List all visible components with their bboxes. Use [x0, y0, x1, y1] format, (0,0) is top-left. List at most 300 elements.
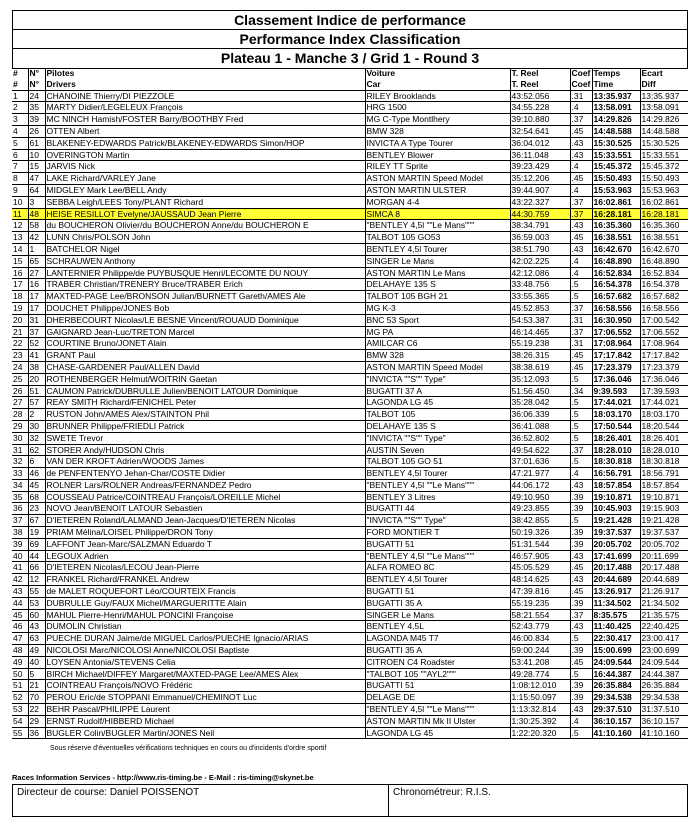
cell-ecart: 21:26.917	[640, 586, 688, 598]
cell-no: 68	[28, 491, 45, 503]
cell-pos: 52	[12, 692, 28, 704]
cell-treel: 58:21.554	[510, 609, 570, 621]
cell-no: 30	[28, 420, 45, 432]
signature-box	[12, 784, 688, 817]
cell-pilot: COUSSEAU Patrice/COINTREAU François/LOREILLE Michel	[45, 491, 365, 503]
cell-no: 51	[28, 385, 45, 397]
cell-temps: 17:17.842	[592, 350, 640, 362]
cell-pos: 39	[12, 538, 28, 550]
table-row	[12, 220, 688, 232]
cell-car: BENTLEY 4,5l Tourer	[365, 574, 510, 586]
cell-ecart: 15:53.963	[640, 184, 688, 196]
cell-treel: 46:00.834	[510, 633, 570, 645]
cell-temps: 19:10.871	[592, 491, 640, 503]
table-row	[12, 255, 688, 267]
cell-car: BENTLEY 4,5L	[365, 621, 510, 633]
col-pilot: Pilotes	[45, 68, 365, 79]
cell-coef: .37	[570, 609, 592, 621]
cell-car: TALBOT 105	[365, 409, 510, 421]
cell-coef: .5	[570, 515, 592, 527]
cell-car: LAGONDA LG 45	[365, 397, 510, 409]
cell-temps: 17:50.544	[592, 420, 640, 432]
cell-temps: 14:29.826	[592, 114, 640, 126]
cell-treel: 33:48.756	[510, 279, 570, 291]
cell-coef: .39	[570, 491, 592, 503]
cell-car: TALBOT 105 GO53	[365, 232, 510, 244]
cell-car: LAGONDA M45 T7	[365, 633, 510, 645]
cell-pilot: PUECHE DURAN Jaime/de MIGUEL Carlos/PUECHE Ignacio/ARIAS	[45, 633, 365, 645]
cell-temps: 13:58.091	[592, 102, 640, 114]
table-row	[12, 361, 688, 373]
cell-ecart: 26:35.884	[640, 680, 688, 692]
cell-no: 39	[28, 114, 45, 126]
cell-pos: 7	[12, 161, 28, 173]
col-pos: #	[12, 68, 28, 79]
cell-temps: 20:44.689	[592, 574, 640, 586]
timekeeper: Chronométreur: R.I.S.	[393, 787, 491, 798]
cell-no: 38	[28, 361, 45, 373]
cell-temps: 15:53.963	[592, 184, 640, 196]
cell-ecart: 17:23.379	[640, 361, 688, 373]
header-row-fr	[12, 68, 688, 79]
cell-temps: 41:10.160	[592, 727, 640, 739]
cell-ecart: 16:57.682	[640, 291, 688, 303]
cell-car: LAGONDA LG 45	[365, 727, 510, 739]
cell-temps: 18:03.170	[592, 409, 640, 421]
cell-no: 5	[28, 668, 45, 680]
col-pilot-en: Drivers	[45, 79, 365, 90]
cell-pilot: COINTREAU François/NOVO Frédéric	[45, 680, 365, 692]
table-row	[12, 656, 688, 668]
cell-car: BMW 328	[365, 125, 510, 137]
table-row	[12, 727, 688, 739]
table-row	[12, 338, 688, 350]
cell-treel: 1:13:32.814	[510, 704, 570, 716]
cell-pilot: GRANT Paul	[45, 350, 365, 362]
cell-no: 10	[28, 149, 45, 161]
cell-ecart: 41:10.160	[640, 727, 688, 739]
table-row	[12, 609, 688, 621]
cell-pos: 30	[12, 432, 28, 444]
cell-pilot: de PENFENTENYO Jehan-Char/COSTE Didier	[45, 468, 365, 480]
cell-no: 21	[28, 680, 45, 692]
cell-temps: 16:30.950	[592, 314, 640, 326]
cell-pilot: OVERINGTON Martin	[45, 149, 365, 161]
cell-ecart: 20:44.689	[640, 574, 688, 586]
cell-ecart: 21:34.502	[640, 597, 688, 609]
table-row	[12, 397, 688, 409]
cell-pos: 49	[12, 656, 28, 668]
cell-pos: 19	[12, 302, 28, 314]
cell-coef: .4	[570, 267, 592, 279]
cell-pilot: FRANKEL Richard/FRANKEL Andrew	[45, 574, 365, 586]
cell-pos: 27	[12, 397, 28, 409]
cell-pos: 13	[12, 232, 28, 244]
col-coef: Coef	[571, 68, 591, 78]
cell-coef: .37	[570, 114, 592, 126]
cell-ecart: 19:21.428	[640, 515, 688, 527]
cell-ecart: 15:30.525	[640, 137, 688, 149]
table-row	[12, 680, 688, 692]
cell-treel: 53:41.208	[510, 656, 570, 668]
cell-pos: 4	[12, 125, 28, 137]
cell-pilot: LOYSEN Antonia/STEVENS Celia	[45, 656, 365, 668]
cell-temps: 16:58.556	[592, 302, 640, 314]
cell-temps: 11:40.425	[592, 621, 640, 633]
cell-car: BENTLEY 3 Litres	[365, 491, 510, 503]
cell-treel: 47:39.816	[510, 586, 570, 598]
cell-treel: 38:38.619	[510, 361, 570, 373]
col-ecart: Ecart	[641, 68, 663, 78]
cell-no: 1	[28, 243, 45, 255]
cell-pos: 28	[12, 409, 28, 421]
cell-pos: 3	[12, 114, 28, 126]
table-row	[12, 373, 688, 385]
cell-car: BUGATTI 37 A	[365, 385, 510, 397]
cell-car: "BENTLEY 4,5l ""Le Mans"""	[365, 479, 510, 491]
cell-coef: .43	[570, 137, 592, 149]
cell-temps: 14:48.588	[592, 125, 640, 137]
cell-car: HRG 1500	[365, 102, 510, 114]
table-row	[12, 633, 688, 645]
table-row	[12, 538, 688, 550]
cell-pos: 17	[12, 279, 28, 291]
cell-ecart: 29:34.538	[640, 692, 688, 704]
cell-coef: .39	[570, 692, 592, 704]
cell-ecart: 18:26.401	[640, 432, 688, 444]
cell-treel: 1:22:20.320	[510, 727, 570, 739]
cell-car: SINGER Le Mans	[365, 609, 510, 621]
cell-car: BENTLEY Blower	[365, 149, 510, 161]
title-round: Plateau 1 - Manche 3 / Grid 1 - Round 3	[220, 50, 480, 66]
cell-treel: 36:52.802	[510, 432, 570, 444]
cell-car: SIMCA 8	[365, 208, 510, 220]
cell-car: "INVICTA ""S"" Type"	[365, 515, 510, 527]
cell-coef: .5	[570, 727, 592, 739]
cell-ecart: 36:10.157	[640, 715, 688, 727]
table-row	[12, 291, 688, 303]
cell-no: 60	[28, 609, 45, 621]
cell-temps: 15:30.525	[592, 137, 640, 149]
cell-coef: .43	[570, 243, 592, 255]
cell-coef: .39	[570, 527, 592, 539]
cell-ecart: 16:42.670	[640, 243, 688, 255]
cell-coef: .4	[570, 184, 592, 196]
cell-pos: 24	[12, 361, 28, 373]
title-fr: Classement Indice de performance	[13, 11, 687, 30]
cell-ecart: 16:38.551	[640, 232, 688, 244]
cell-no: 15	[28, 161, 45, 173]
cell-temps: 17:44.021	[592, 397, 640, 409]
cell-no: 22	[28, 704, 45, 716]
cell-pilot: JARVIS Nick	[45, 161, 365, 173]
cell-car: BUGATTI 51	[365, 680, 510, 692]
col-treel: T. Reel	[510, 68, 570, 79]
cell-car: CITROEN C4 Roadster	[365, 656, 510, 668]
cell-no: 53	[28, 597, 45, 609]
cell-pos: 51	[12, 680, 28, 692]
cell-no: 55	[28, 586, 45, 598]
cell-car: DELAHAYE 135 S	[365, 420, 510, 432]
cell-car: ASTON MARTIN Mk II Ulster	[365, 715, 510, 727]
cell-treel: 42:12.086	[510, 267, 570, 279]
cell-car: MORGAN 4-4	[365, 196, 510, 208]
cell-coef: .5	[570, 409, 592, 421]
cell-no: 44	[28, 550, 45, 562]
cell-treel: 36:11.048	[510, 149, 570, 161]
cell-car: BUGATTI 35 A	[365, 597, 510, 609]
cell-coef: .45	[570, 125, 592, 137]
cell-no: 52	[28, 338, 45, 350]
cell-ecart: 18:03.170	[640, 409, 688, 421]
cell-pos: 5	[12, 137, 28, 149]
cell-pilot: GAIGNARD Jean-Luc/TRETON Marcel	[45, 326, 365, 338]
cell-pos: 50	[12, 668, 28, 680]
cell-ecart: 15:33.551	[640, 149, 688, 161]
cell-pos: 38	[12, 527, 28, 539]
cell-treel: 54:53.387	[510, 314, 570, 326]
cell-pos: 14	[12, 243, 28, 255]
cell-treel: 1:15:50.097	[510, 692, 570, 704]
cell-coef: .45	[570, 350, 592, 362]
cell-pilot: PRIAM Mélina/LOISEL Philippe/DRON Tony	[45, 527, 365, 539]
cell-temps: 36:10.157	[592, 715, 640, 727]
table-row	[12, 574, 688, 586]
cell-no: 63	[28, 633, 45, 645]
cell-ecart: 16:52.834	[640, 267, 688, 279]
cell-car: "BENTLEY 4,5l ""Le Mans"""	[365, 704, 510, 716]
cell-coef: .45	[570, 361, 592, 373]
title-block	[12, 10, 688, 69]
cell-ecart: 16:48.890	[640, 255, 688, 267]
cell-ecart: 18:20.544	[640, 420, 688, 432]
cell-coef: .45	[570, 562, 592, 574]
cell-temps: 13:26.917	[592, 586, 640, 598]
table-row	[12, 90, 688, 102]
table-row	[12, 196, 688, 208]
cell-no: 19	[28, 527, 45, 539]
table-row	[12, 479, 688, 491]
cell-temps: 17:08.964	[592, 338, 640, 350]
table-row	[12, 232, 688, 244]
cell-no: 41	[28, 350, 45, 362]
cell-coef: .45	[570, 173, 592, 185]
cell-treel: 1:30:25.392	[510, 715, 570, 727]
cell-no: 36	[28, 727, 45, 739]
table-row	[12, 137, 688, 149]
cell-pilot: OTTEN Albert	[45, 125, 365, 137]
cell-coef: .45	[570, 232, 592, 244]
cell-pilot: DHERBECOURT Nicolas/LE BESNE Vincent/ROUAUD Dominique	[45, 314, 365, 326]
cell-pilot: BLAKENEY-EDWARDS Patrick/BLAKENEY-EDWARDS Simon/HOP	[45, 137, 365, 149]
col-car: Voiture	[365, 68, 510, 79]
cell-pilot: PEROU Eric/de STOPPANI Emmanuel/CHEMINOT Luc	[45, 692, 365, 704]
cell-pilot: LUNN Chris/POLSON John	[45, 232, 365, 244]
cell-treel: 33:55.365	[510, 291, 570, 303]
cell-treel: 32:54.641	[510, 125, 570, 137]
cell-no: 2	[28, 409, 45, 421]
cell-temps: 16:52.834	[592, 267, 640, 279]
cell-pilot: LAFFONT Jean-Marc/SALZMAN Eduardo T	[45, 538, 365, 550]
table-row	[12, 267, 688, 279]
cell-no: 57	[28, 397, 45, 409]
cell-no: 17	[28, 291, 45, 303]
cell-no: 64	[28, 184, 45, 196]
cell-ecart: 20:17.488	[640, 562, 688, 574]
col-pos-en: #	[12, 79, 28, 90]
cell-ecart: 13:58.091	[640, 102, 688, 114]
cell-pos: 12	[12, 220, 28, 232]
cell-no: 48	[28, 208, 45, 220]
table-row	[12, 125, 688, 137]
cell-coef: .39	[570, 538, 592, 550]
cell-pos: 11	[12, 208, 28, 220]
col-ecart-en: Diff	[640, 79, 688, 90]
cell-coef: .4	[570, 102, 592, 114]
cell-treel: 49:23.855	[510, 503, 570, 515]
cell-ecart: 17:44.021	[640, 397, 688, 409]
table-row	[12, 350, 688, 362]
cell-temps: 16:35.360	[592, 220, 640, 232]
cell-ecart: 22:40.425	[640, 621, 688, 633]
cell-ecart: 16:28.181	[640, 208, 688, 220]
table-row-highlighted	[12, 208, 688, 220]
table-row	[12, 302, 688, 314]
cell-temps: 18:28.010	[592, 444, 640, 456]
cell-no: 49	[28, 645, 45, 657]
cell-coef: .31	[570, 338, 592, 350]
cell-pilot: BEHR Pascal/PHILIPPE Laurent	[45, 704, 365, 716]
cell-pilot: CAUMON Patrick/DUBRULLE Julien/BENOIT LATOUR Dominique	[45, 385, 365, 397]
cell-treel: 38:34.791	[510, 220, 570, 232]
cell-pilot: BIRCH Michael/DIFFEY Margaret/MAXTED-PAGE Lee/AMES Alex	[45, 668, 365, 680]
cell-treel: 1:08:12.010	[510, 680, 570, 692]
cell-car: BUGATTI 51	[365, 586, 510, 598]
cell-coef: .45	[570, 656, 592, 668]
cell-temps: 15:00.699	[592, 645, 640, 657]
cell-temps: 8:35.575	[592, 609, 640, 621]
cell-coef: .5	[570, 668, 592, 680]
cell-no: 47	[28, 173, 45, 185]
cell-treel: 35:12.206	[510, 173, 570, 185]
cell-no: 37	[28, 326, 45, 338]
cell-coef: .39	[570, 680, 592, 692]
cell-pos: 54	[12, 715, 28, 727]
cell-car: RILEY Brooklands	[365, 90, 510, 102]
cell-coef: .4	[570, 468, 592, 480]
cell-treel: 49:10.950	[510, 491, 570, 503]
table-row	[12, 326, 688, 338]
cell-no: 31	[28, 314, 45, 326]
cell-no: 23	[28, 503, 45, 515]
cell-treel: 48:14.625	[510, 574, 570, 586]
table-row	[12, 491, 688, 503]
cell-car: RILEY TT Sprite	[365, 161, 510, 173]
cell-car: DELAHAYE 135 S	[365, 279, 510, 291]
cell-car: DELAGE DE	[365, 692, 510, 704]
cell-pos: 29	[12, 420, 28, 432]
cell-pos: 34	[12, 479, 28, 491]
table-row	[12, 715, 688, 727]
cell-car: "INVICTA ""S"" Type"	[365, 432, 510, 444]
cell-no: 58	[28, 220, 45, 232]
cell-no: 40	[28, 656, 45, 668]
cell-pilot: LEGOUX Adrien	[45, 550, 365, 562]
cell-pilot: ROTHENBERGER Helmut/WOITRIN Gaetan	[45, 373, 365, 385]
cell-treel: 45:52.853	[510, 302, 570, 314]
cell-ecart: 15:50.493	[640, 173, 688, 185]
cell-pos: 37	[12, 515, 28, 527]
cell-pos: 44	[12, 597, 28, 609]
cell-treel: 43:52.056	[510, 90, 570, 102]
cell-pos: 46	[12, 621, 28, 633]
cell-coef: .39	[570, 597, 592, 609]
cell-temps: 17:06.552	[592, 326, 640, 338]
cell-treel: 38:51.790	[510, 243, 570, 255]
cell-temps: 11:34.502	[592, 597, 640, 609]
cell-temps: 18:26.401	[592, 432, 640, 444]
cell-temps: 16:38.551	[592, 232, 640, 244]
cell-treel: 38:26.315	[510, 350, 570, 362]
cell-treel: 35:12.093	[510, 373, 570, 385]
cell-pilot: MIDGLEY Mark Lee/BELL Andy	[45, 184, 365, 196]
cell-temps: 19:37.537	[592, 527, 640, 539]
cell-car: BENTLEY 4,5l Tourer	[365, 243, 510, 255]
cell-pos: 1	[12, 90, 28, 102]
cell-pilot: SCHRAUWEN Anthony	[45, 255, 365, 267]
cell-coef: .5	[570, 456, 592, 468]
cell-ecart: 13:35.937	[640, 90, 688, 102]
cell-ecart: 18:28.010	[640, 444, 688, 456]
table-row	[12, 409, 688, 421]
cell-car: BENTLEY 4,5l Tourer	[365, 468, 510, 480]
cell-coef: .5	[570, 420, 592, 432]
cell-treel: 50:19.326	[510, 527, 570, 539]
cell-pos: 31	[12, 444, 28, 456]
table-row	[12, 184, 688, 196]
services-line: Races Information Services - http://www.ris-timing.be - E-Mail : ris-timing@skynet.be	[12, 773, 314, 782]
cell-no: 17	[28, 302, 45, 314]
cell-temps: 29:37.510	[592, 704, 640, 716]
cell-car: ASTON MARTIN Le Mans	[365, 267, 510, 279]
cell-pilot: ROLNER Lars/ROLNER Andreas/FERNANDEZ Pedro	[45, 479, 365, 491]
cell-pos: 21	[12, 326, 28, 338]
cell-no: 66	[28, 562, 45, 574]
cell-coef: .37	[570, 208, 592, 220]
cell-coef: .31	[570, 90, 592, 102]
cell-pilot: MC NINCH Hamish/FOSTER Barry/BOOTHBY Fred	[45, 114, 365, 126]
cell-car: "INVICTA ""S"" Type"	[365, 373, 510, 385]
cell-car: ASTON MARTIN Speed Model	[365, 173, 510, 185]
cell-coef: .43	[570, 621, 592, 633]
cell-pilot: HEISE RESILLOT Evelyne/JAUSSAUD Jean Pierre	[45, 208, 365, 220]
cell-treel: 45:05.529	[510, 562, 570, 574]
cell-pilot: MARTY Didier/LEGELEUX François	[45, 102, 365, 114]
table-row	[12, 173, 688, 185]
cell-pilot: D'IETEREN Nicolas/LECOU Jean-Pierre	[45, 562, 365, 574]
cell-coef: .37	[570, 302, 592, 314]
table-row	[12, 621, 688, 633]
cell-ecart: 17:06.552	[640, 326, 688, 338]
cell-coef: .34	[570, 385, 592, 397]
cell-pos: 47	[12, 633, 28, 645]
table-row	[12, 692, 688, 704]
cell-ecart: 18:57.854	[640, 479, 688, 491]
cell-ecart: 31:37.510	[640, 704, 688, 716]
cell-ecart: 17:39.593	[640, 385, 688, 397]
cell-pos: 10	[12, 196, 28, 208]
cell-ecart: 15:45.372	[640, 161, 688, 173]
